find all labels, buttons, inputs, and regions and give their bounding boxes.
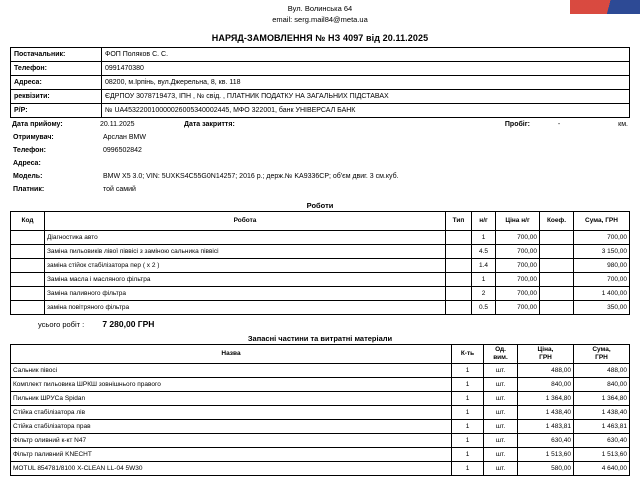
- work-coef: [540, 273, 574, 287]
- work-code: [11, 273, 45, 287]
- work-type: [446, 231, 472, 245]
- part-sum: 4 640,00: [574, 462, 630, 476]
- table-row: [11, 245, 630, 259]
- col-work: Робота: [45, 212, 446, 231]
- table-row: [11, 76, 630, 90]
- vehicle-model-value: BMW X5 3.0; VIN: 5UXKS4C55G0N14257; 2016 р.; держ.№ KA9336CP; об'єм двиг. 3 см.куб.: [103, 173, 399, 180]
- work-coef: [540, 301, 574, 315]
- client-value: Арслан BMW: [103, 134, 146, 141]
- part-unit: шт.: [484, 448, 518, 462]
- work-price: 700,00: [496, 287, 540, 301]
- col-hours: н/г: [472, 212, 496, 231]
- table-row: [11, 287, 630, 301]
- col-price: Ціна н/г: [496, 212, 540, 231]
- col-type: Тип: [446, 212, 472, 231]
- work-price: 700,00: [496, 273, 540, 287]
- col-part-name: Назва: [11, 345, 452, 364]
- part-sum: 1 513,60: [574, 448, 630, 462]
- part-name: Стійка стабілізатора прав: [11, 420, 452, 434]
- work-price: 700,00: [496, 231, 540, 245]
- works-total-value: 7 280,00 ГРН: [102, 319, 155, 329]
- document-title: НАРЯД-ЗАМОВЛЕННЯ № НЗ 4097 від 20.11.2025: [211, 33, 429, 43]
- part-price: 488,00: [518, 364, 574, 378]
- table-row: [11, 392, 630, 406]
- work-code: [11, 301, 45, 315]
- part-name: MOTUL 854781/8100 X-CLEAN LL-04 5W30: [11, 462, 452, 476]
- part-qty: 1: [452, 420, 484, 434]
- supplier-phone-label: Телефон:: [11, 62, 102, 76]
- table-row: [11, 48, 630, 62]
- mileage-label: Пробіг:: [504, 121, 530, 128]
- table-row: [11, 406, 630, 420]
- part-unit: шт.: [484, 392, 518, 406]
- part-unit: шт.: [484, 462, 518, 476]
- part-price: 630,40: [518, 434, 574, 448]
- table-row: [11, 448, 630, 462]
- supplier-requisites-value: ЄДРПОУ 3078719473, ІПН , № свід. , ПЛАТНИК ПОДАТКУ НА ЗАГАЛЬНИХ ПІДСТАВАХ: [102, 90, 630, 104]
- work-hours: 1.4: [472, 259, 496, 273]
- work-hours: 0.5: [472, 301, 496, 315]
- client-label: Отримувач:: [13, 134, 54, 141]
- work-code: [11, 259, 45, 273]
- part-qty: 1: [452, 448, 484, 462]
- parts-section-title: Запасні частини та витратні матеріали: [247, 334, 393, 343]
- acceptance-date-value: 20.11.2025: [100, 121, 135, 128]
- part-name: Стійка стабілізатора лів: [11, 406, 452, 420]
- work-name: заміна повітряного фільтра: [45, 301, 446, 315]
- part-name: Пильник ШРУСа Spidan: [11, 392, 452, 406]
- work-name: Заміна пильовиків лівої піввісі з заміною сальника піввісі: [45, 245, 446, 259]
- work-code: [11, 231, 45, 245]
- part-unit: шт.: [484, 406, 518, 420]
- work-price: 700,00: [496, 245, 540, 259]
- col-coef: Коеф.: [540, 212, 574, 231]
- work-name: заміна стійок стабілізатора пер ( х 2 ): [45, 259, 446, 273]
- col-part-unit: [484, 345, 518, 364]
- col-part-sum: [574, 345, 630, 364]
- part-sum: 1 463,81: [574, 420, 630, 434]
- supplier-account-label: Р/Р:: [11, 104, 102, 118]
- part-sum: 488,00: [574, 364, 630, 378]
- part-price: 1 513,60: [518, 448, 574, 462]
- table-row: [10, 120, 630, 129]
- part-qty: 1: [452, 462, 484, 476]
- table-row: [10, 157, 630, 170]
- col-part-price: [518, 345, 574, 364]
- supplier-address-label: Адреса:: [11, 76, 102, 90]
- table-row: [11, 90, 630, 104]
- work-code: [11, 287, 45, 301]
- part-sum: 1 438,40: [574, 406, 630, 420]
- work-type: [446, 301, 472, 315]
- table-row: [11, 420, 630, 434]
- col-part-unit-line1: Од.: [495, 346, 506, 353]
- supplier-value: ФОП Поляков С. С.: [102, 48, 630, 62]
- work-type: [446, 245, 472, 259]
- supplier-account-value: № UA453220010000026005340002445, МФО 322001, банк УНІВЕРСАЛ БАНК: [102, 104, 630, 118]
- part-name: Комплект пильовика ШРКШ зовнішнього правого: [11, 378, 452, 392]
- client-info-table: [10, 131, 630, 196]
- mileage-unit: км.: [618, 121, 628, 128]
- client-phone-label: Телефон:: [13, 147, 46, 154]
- col-part-unit-line2: вим.: [493, 354, 508, 361]
- table-row: [10, 144, 630, 157]
- part-price: 1 364,80: [518, 392, 574, 406]
- col-part-price-line1: Ціна,: [537, 346, 554, 353]
- parts-table: [10, 344, 630, 476]
- part-unit: шт.: [484, 434, 518, 448]
- work-coef: [540, 245, 574, 259]
- work-price: 700,00: [496, 259, 540, 273]
- col-part-sum-line1: Сума,: [592, 346, 611, 353]
- dates-row: [10, 120, 630, 129]
- table-row: [11, 434, 630, 448]
- table-row: [11, 259, 630, 273]
- work-code: [11, 245, 45, 259]
- col-code: Код: [11, 212, 45, 231]
- part-price: 1 483,81: [518, 420, 574, 434]
- part-qty: 1: [452, 378, 484, 392]
- supplier-phone-value: 0991470380: [102, 62, 630, 76]
- supplier-requisites-label: реквізити:: [11, 90, 102, 104]
- part-unit: шт.: [484, 420, 518, 434]
- part-price: 1 438,40: [518, 406, 574, 420]
- work-sum: 3 150,00: [574, 245, 630, 259]
- col-part-qty: К-ть: [452, 345, 484, 364]
- work-hours: 4.5: [472, 245, 496, 259]
- part-unit: шт.: [484, 364, 518, 378]
- table-row: [11, 378, 630, 392]
- work-coef: [540, 259, 574, 273]
- work-type: [446, 273, 472, 287]
- table-row: [11, 62, 630, 76]
- part-unit: шт.: [484, 378, 518, 392]
- mileage-value: -: [557, 121, 561, 128]
- part-sum: 630,40: [574, 434, 630, 448]
- closing-date-value: [264, 120, 408, 129]
- work-name: Заміна масла і масляного фільтра: [45, 273, 446, 287]
- table-row: [11, 231, 630, 245]
- part-sum: 840,00: [574, 378, 630, 392]
- col-part-sum-line2: ГРН: [595, 354, 608, 361]
- part-qty: 1: [452, 406, 484, 420]
- closing-date-label: Дата закриття:: [184, 121, 235, 128]
- corner-color-mark: [570, 0, 640, 14]
- part-price: 580,00: [518, 462, 574, 476]
- company-header: [10, 0, 630, 27]
- client-address-value: [100, 157, 630, 170]
- part-price: 840,00: [518, 378, 574, 392]
- company-email: email: serg.mail84@meta.ua: [272, 15, 368, 24]
- col-part-price-line2: ГРН: [539, 354, 552, 361]
- part-name: Сальник півосі: [11, 364, 452, 378]
- work-price: 700,00: [496, 301, 540, 315]
- payer-value: той самий: [103, 186, 136, 193]
- works-total: [10, 319, 630, 329]
- part-name: Фільтр паливний KNECHT: [11, 448, 452, 462]
- table-row: [10, 131, 630, 144]
- payer-label: Платник:: [13, 186, 45, 193]
- work-coef: [540, 231, 574, 245]
- work-sum: 1 400,00: [574, 287, 630, 301]
- works-table: [10, 211, 630, 315]
- part-qty: 1: [452, 364, 484, 378]
- work-sum: 700,00: [574, 273, 630, 287]
- works-section-title: Роботи: [306, 201, 334, 210]
- work-name: Заміна паливного фільтра: [45, 287, 446, 301]
- table-row: [10, 183, 630, 196]
- part-sum: 1 364,80: [574, 392, 630, 406]
- table-row: [11, 462, 630, 476]
- table-row: [11, 104, 630, 118]
- acceptance-date-label: Дата прийому:: [12, 121, 63, 128]
- table-row: [11, 301, 630, 315]
- supplier-label: Постачальник:: [11, 48, 102, 62]
- table-row: [11, 273, 630, 287]
- table-row: [11, 364, 630, 378]
- part-name: Фільтр оливний к-кт N47: [11, 434, 452, 448]
- supplier-address-value: 08200, м.Ірпінь, вул.Джерельна, 8, кв. 118: [102, 76, 630, 90]
- work-hours: 1: [472, 231, 496, 245]
- part-qty: 1: [452, 434, 484, 448]
- client-address-label: Адреса:: [13, 160, 41, 167]
- part-qty: 1: [452, 392, 484, 406]
- table-header-row: [11, 345, 630, 364]
- work-sum: 700,00: [574, 231, 630, 245]
- work-type: [446, 259, 472, 273]
- work-sum: 350,00: [574, 301, 630, 315]
- vehicle-model-label: Модель:: [13, 173, 43, 180]
- company-address: Вул. Волинська 64: [287, 4, 353, 13]
- table-header-row: [11, 212, 630, 231]
- work-type: [446, 287, 472, 301]
- work-hours: 1: [472, 273, 496, 287]
- works-total-label: усього робіт :: [38, 320, 85, 329]
- supplier-info-table: [10, 47, 630, 118]
- client-phone-value: 0996502842: [103, 147, 142, 154]
- work-coef: [540, 287, 574, 301]
- table-row: [10, 170, 630, 183]
- work-name: Діагностика авто: [45, 231, 446, 245]
- col-sum: Сума, ГРН: [574, 212, 630, 231]
- work-hours: 2: [472, 287, 496, 301]
- work-sum: 980,00: [574, 259, 630, 273]
